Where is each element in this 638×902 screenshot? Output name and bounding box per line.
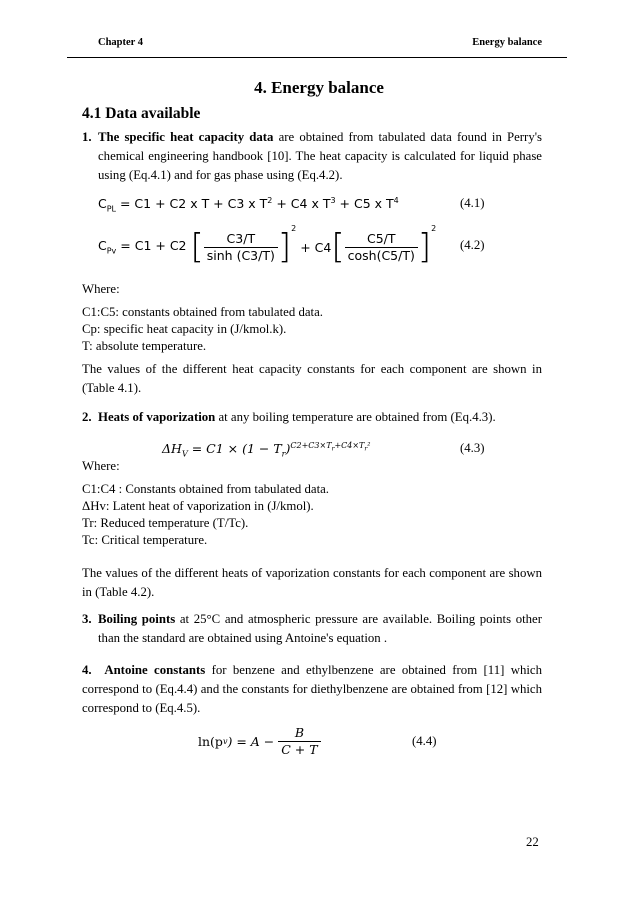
equation-4-4: ln(p v ) = A − $\frac{B}{C + T}$ <box>198 721 321 761</box>
equation-4-3: $\Delta H_V = C1 \times (1 - T_r)^{C2+C3\times T_r+C4\times T_r^2}$ <box>162 441 371 459</box>
header-rule <box>67 57 567 58</box>
item-number: 4. <box>82 663 92 677</box>
list-item-boiling-points <box>82 610 542 648</box>
item-bold-text: Heats of vaporization <box>98 410 216 424</box>
definition: Cp: specific heat capacity in (J/kmol.k). <box>82 322 287 336</box>
definition: C1:C4 : Constants obtained from tabulated data. <box>82 482 330 496</box>
header-title: Energy balance <box>472 37 542 48</box>
list-item-heats-of-vaporization <box>82 408 542 427</box>
item-text: at 25°C and atmospheric pressure are available. Boiling points other than the standard are obtained using Antoine's equation . <box>98 612 542 645</box>
header-chapter: Chapter 4 <box>98 37 144 48</box>
definition: Tr: Reduced temperature (T/Tc). <box>82 516 249 530</box>
page-title: 4. Energy balance <box>254 78 384 97</box>
section-heading: 4.1 Data available <box>82 105 201 122</box>
item-bold-text: Boiling points <box>98 612 176 626</box>
item-number: 3. <box>82 612 92 626</box>
list-item-heat-capacity <box>82 128 542 185</box>
definition: Tc: Critical temperature. <box>82 533 208 547</box>
item-number: 2. <box>82 410 92 424</box>
where-label: Where: <box>82 459 120 473</box>
list-item-antoine-constants <box>82 661 542 718</box>
equation-number: (4.4) <box>412 734 437 748</box>
paragraph: The values of the different heat capacity constants for each component are shown in (Table 4.1). <box>82 362 542 395</box>
page-number: 22 <box>526 835 539 849</box>
definition: ΔHv: Latent heat of vaporization in (J/kmol). <box>82 499 314 513</box>
item-text: at any boiling temperature are obtained from (Eq.4.3). <box>215 410 496 424</box>
equation-4-1: $C_{PL} = C1 + C2$ x T + C3 x $T^2 + C4$ x $T^3 + C5$ x $T^4$ <box>98 196 399 214</box>
definition: T: absolute temperature. <box>82 339 207 353</box>
item-bold-text: Antoine constants <box>104 663 206 677</box>
equation-4-2: $C_{Pv} = C1 + C2$ [ $\frac{C3/T}{\sinh (C3/T)}$ ] $^2$ + C4 [ $\frac{C5/T}{\cosh(C5/T)}$ ] $^2$ <box>98 224 437 267</box>
item-bold-text: The specific heat capacity data <box>98 130 274 144</box>
item-text: for benzene and ethylbenzene are obtained from [11] which correspond to (Eq.4.4) and the constants for diethylbenzene are obtained from [12] which correspond to (Eq.4.5). <box>82 663 542 715</box>
equation-number: (4.1) <box>460 196 485 210</box>
item-text: are obtained from tabulated data found in Perry's chemical engineering handbook [10]. The heat capacity is calculated for liquid phase using (Eq.4.1) and for gas phase using (Eq.4.2). <box>98 130 542 182</box>
equation-number: (4.2) <box>460 238 485 252</box>
equation-number: (4.3) <box>460 441 485 455</box>
paragraph: The values of the different heats of vaporization constants for each component are shown in (Table 4.2). <box>82 566 542 599</box>
item-number: 1. <box>82 130 92 144</box>
definition: C1:C5: constants obtained from tabulated data. <box>82 305 323 319</box>
where-label: Where: <box>82 282 120 296</box>
